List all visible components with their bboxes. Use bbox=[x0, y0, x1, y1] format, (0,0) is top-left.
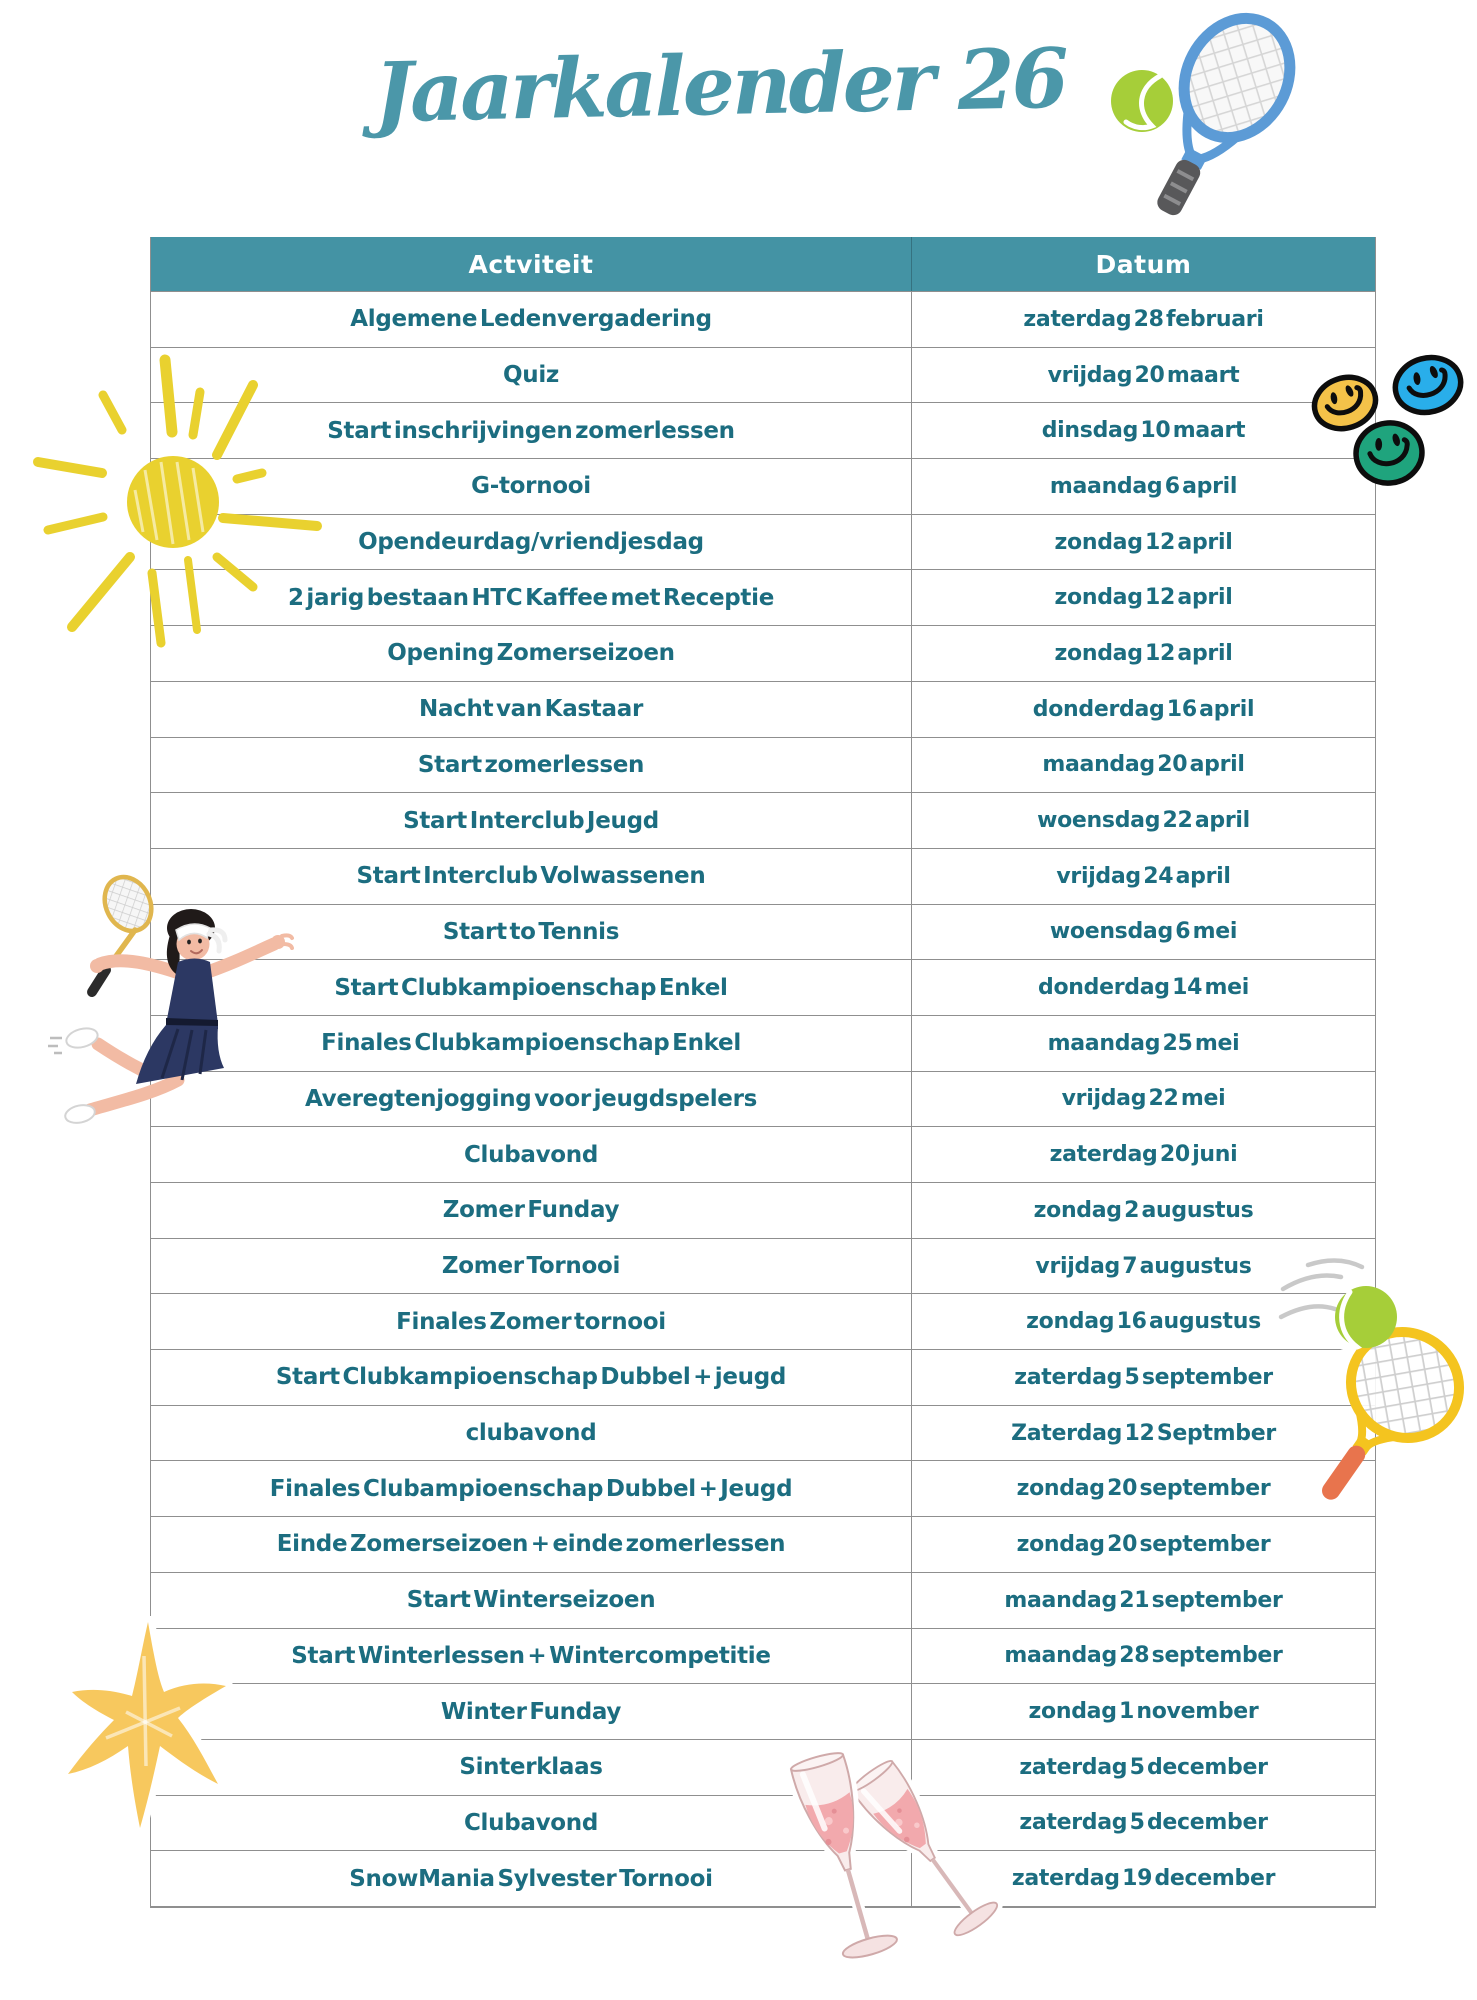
date-cell: zaterdag 19 december bbox=[1011, 1866, 1276, 1892]
table-row bbox=[151, 1406, 1375, 1462]
activity-cell: Clubavond bbox=[151, 1127, 912, 1182]
table-row bbox=[151, 1350, 1375, 1406]
date-cell: Zaterdag 12 Septmber bbox=[1011, 1420, 1276, 1446]
table-row bbox=[151, 1461, 1375, 1517]
activity-cell: Start Interclub Volwassenen bbox=[151, 849, 912, 904]
column-header-date: Datum bbox=[1095, 249, 1192, 279]
table-row bbox=[151, 1183, 1375, 1239]
table-row bbox=[151, 738, 1375, 794]
date-cell: woensdag 22 april bbox=[1037, 808, 1250, 834]
green-smiley-icon bbox=[1352, 419, 1426, 488]
date-cell: zaterdag 28 februari bbox=[1023, 306, 1264, 332]
table-row bbox=[151, 905, 1375, 961]
table-row bbox=[151, 1072, 1375, 1128]
date-cell: zondag 1 november bbox=[1028, 1699, 1259, 1725]
smiley-stickers-icon bbox=[1300, 343, 1477, 503]
tennis-ball bbox=[1335, 1286, 1397, 1348]
table-header-row bbox=[151, 237, 1375, 292]
sun-icon bbox=[25, 340, 337, 660]
column-header-activity: Actviteit bbox=[151, 237, 912, 291]
date-cell: zondag 20 september bbox=[1016, 1476, 1271, 1502]
date-cell: maandag 6 april bbox=[1049, 473, 1238, 499]
date-cell: maandag 21 september bbox=[1004, 1587, 1283, 1613]
date-cell: vrijdag 22 mei bbox=[1061, 1086, 1226, 1112]
table-row bbox=[151, 1016, 1375, 1072]
activity-cell: Zomer Funday bbox=[151, 1183, 912, 1238]
date-cell: dinsdag 10 maart bbox=[1041, 418, 1246, 444]
tennis-player-illustration bbox=[40, 852, 305, 1152]
date-cell: maandag 25 mei bbox=[1047, 1030, 1240, 1056]
activity-cell: Start Winterlessen + Wintercompetitie bbox=[151, 1629, 912, 1684]
activity-cell: Start to Tennis bbox=[151, 905, 912, 960]
date-cell: vrijdag 7 augustus bbox=[1035, 1253, 1252, 1279]
activity-cell: Start inschrijvingen zomerlessen bbox=[151, 403, 912, 458]
activity-cell: Finales Clubampioenschap Dubbel + Jeugd bbox=[151, 1461, 912, 1516]
activity-cell: Start Winterseizoen bbox=[151, 1573, 912, 1628]
table-row bbox=[151, 682, 1375, 738]
activity-cell: Einde Zomerseizoen + einde zomerlessen bbox=[151, 1517, 912, 1572]
tennis-racket-ball-icon bbox=[1078, 2, 1330, 224]
activity-cell: Winter Funday bbox=[151, 1684, 912, 1739]
activity-cell: Sinterklaas bbox=[151, 1740, 912, 1795]
activity-cell: Opendeurdag/vriendjesdag bbox=[151, 515, 912, 570]
date-cell: zaterdag 5 december bbox=[1019, 1754, 1268, 1780]
activity-cell: Opening Zomerseizoen bbox=[151, 626, 912, 681]
blue-smiley-icon bbox=[1389, 350, 1467, 419]
activity-cell: Zomer Tornooi bbox=[151, 1239, 912, 1294]
activity-cell: Start Interclub Jeugd bbox=[151, 793, 912, 848]
activity-cell: Algemene Ledenvergadering bbox=[151, 292, 912, 347]
activity-cell: G-tornooi bbox=[151, 459, 912, 514]
activity-cell: SnowMania Sylvester Tornooi bbox=[151, 1851, 912, 1906]
date-cell: zaterdag 20 juni bbox=[1049, 1142, 1238, 1168]
activity-cell: clubavond bbox=[151, 1406, 912, 1461]
activity-cell: Averegtenjogging voor jeugdspelers bbox=[151, 1072, 912, 1127]
activity-cell: Nacht van Kastaar bbox=[151, 682, 912, 737]
date-cell: donderdag 16 april bbox=[1032, 696, 1255, 722]
star-icon bbox=[48, 1616, 243, 1836]
date-cell: maandag 28 september bbox=[1004, 1643, 1283, 1669]
date-cell: zondag 12 april bbox=[1054, 585, 1233, 611]
table-row bbox=[151, 1294, 1375, 1350]
table-row bbox=[151, 1239, 1375, 1295]
table-row bbox=[151, 1573, 1375, 1629]
table-row bbox=[151, 849, 1375, 905]
date-cell: vrijdag 24 april bbox=[1056, 863, 1231, 889]
page-title: Jaarkalender 26 bbox=[373, 30, 1067, 142]
tennis-racket-ball-icon-right bbox=[1253, 1243, 1477, 1528]
table-row bbox=[151, 1517, 1375, 1573]
date-cell: zondag 16 augustus bbox=[1026, 1309, 1261, 1335]
activity-cell: Finales Clubkampioenschap Enkel bbox=[151, 1016, 912, 1071]
date-cell: zondag 12 april bbox=[1054, 640, 1233, 666]
table-row bbox=[151, 1127, 1375, 1183]
date-cell: woensdag 6 mei bbox=[1049, 919, 1238, 945]
activity-cell: Finales Zomer tornooi bbox=[151, 1294, 912, 1349]
activity-cell: Start Clubkampioenschap Dubbel + jeugd bbox=[151, 1350, 912, 1405]
date-cell: maandag 20 april bbox=[1042, 752, 1245, 778]
activity-cell: Start Clubkampioenschap Enkel bbox=[151, 960, 912, 1015]
date-cell: vrijdag 20 maart bbox=[1047, 362, 1240, 388]
activity-cell: Start zomerlessen bbox=[151, 738, 912, 793]
activity-cell: Clubavond bbox=[151, 1796, 912, 1851]
table-row bbox=[151, 960, 1375, 1016]
date-cell: donderdag 14 mei bbox=[1038, 975, 1249, 1001]
date-cell: zaterdag 5 december bbox=[1019, 1810, 1268, 1836]
table-row bbox=[151, 1629, 1375, 1685]
date-cell: zondag 12 april bbox=[1054, 529, 1233, 555]
date-cell: zondag 2 augustus bbox=[1033, 1197, 1254, 1223]
activity-cell: Quiz bbox=[151, 348, 912, 403]
date-cell: zaterdag 5 september bbox=[1014, 1364, 1273, 1390]
activity-cell: 2 jarig bestaan HTC Kaffee met Receptie bbox=[151, 570, 912, 625]
champagne-glasses-illustration bbox=[755, 1716, 1020, 2000]
table-row bbox=[151, 793, 1375, 849]
date-cell: zondag 20 september bbox=[1016, 1531, 1271, 1557]
